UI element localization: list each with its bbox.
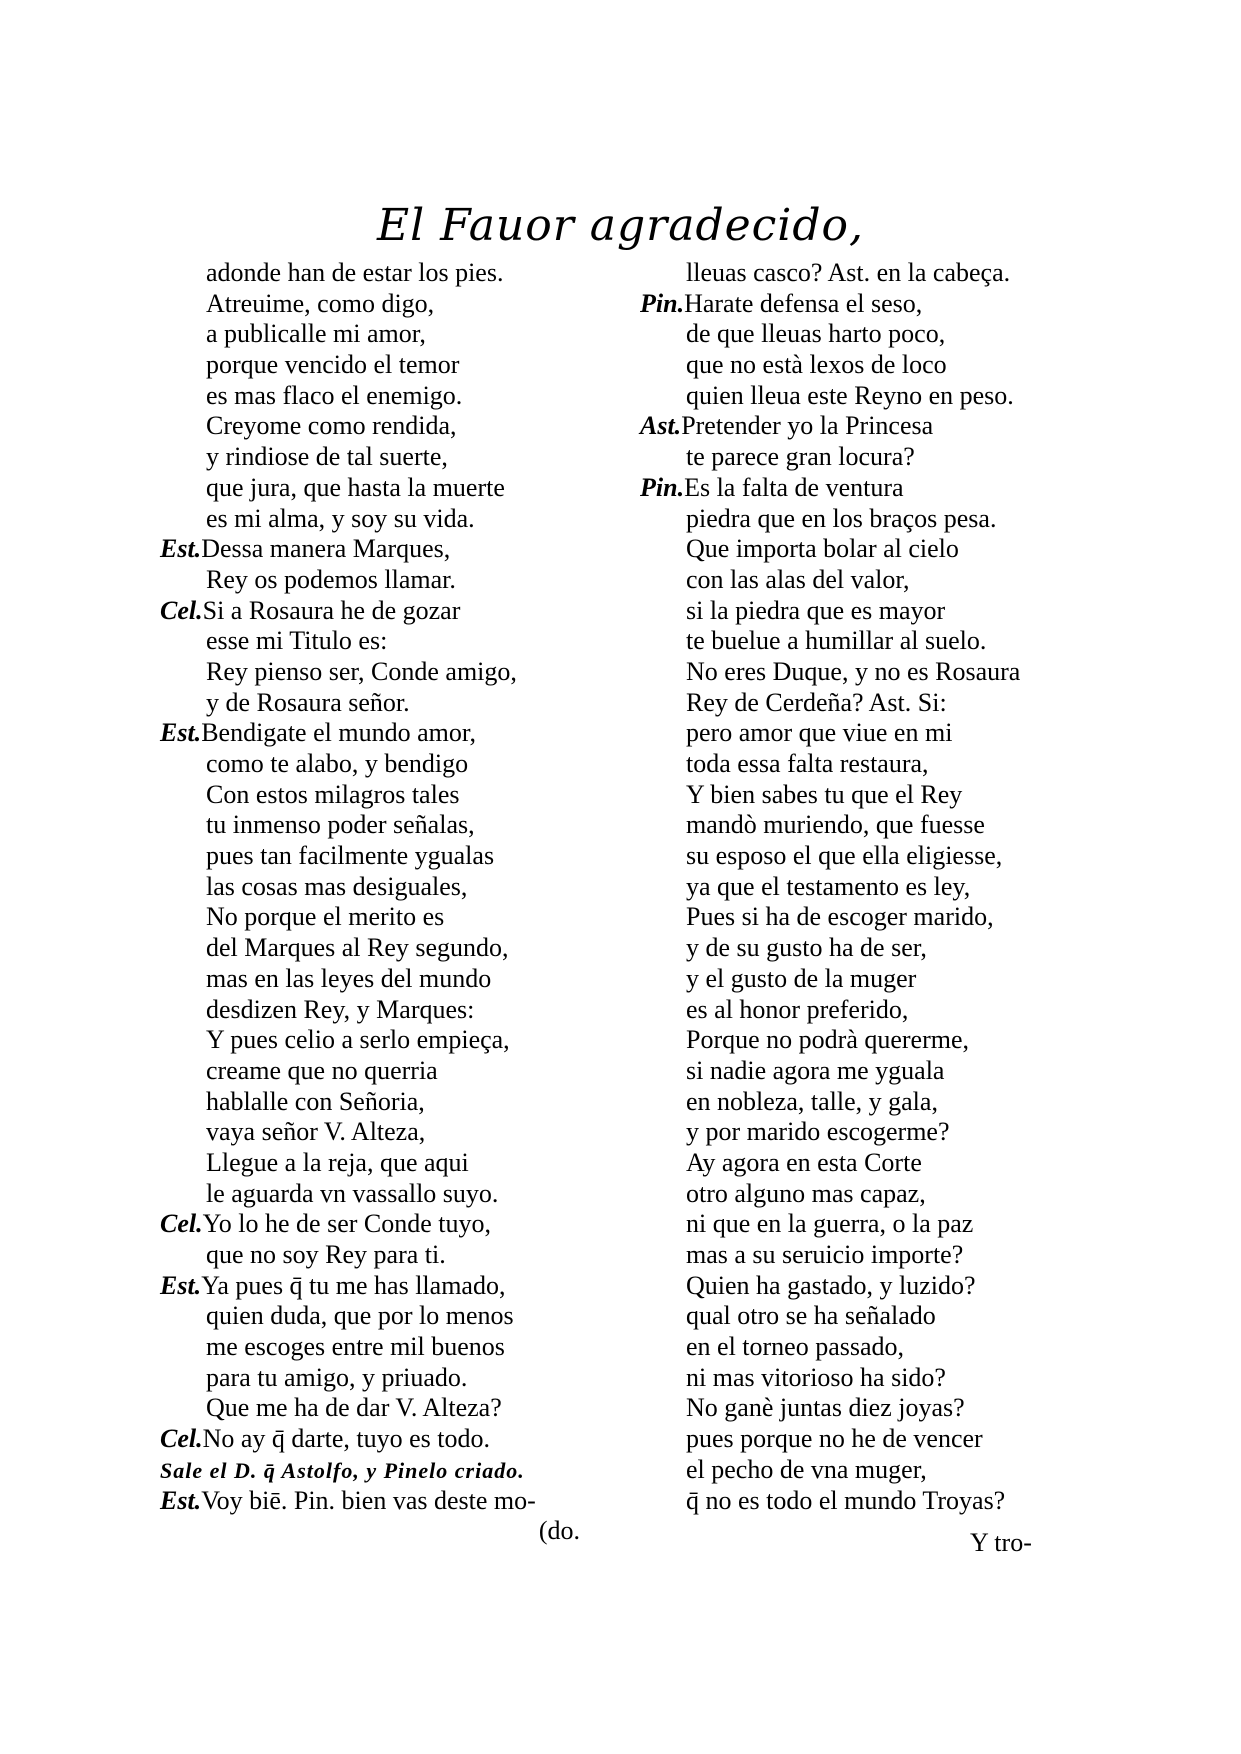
speaker-label: Est.: [160, 718, 202, 748]
verse-text: Si a Rosaura he de gozar: [202, 595, 461, 625]
verse-text: esse mi Titulo es:: [206, 626, 388, 656]
verse-line: [160, 626, 600, 657]
verse-line: [640, 381, 1070, 412]
verse-text: pues porque no he de vencer: [686, 1424, 983, 1454]
verse-line: [160, 381, 600, 412]
verse-line: [160, 718, 600, 749]
verse-text: Pues si ha de escoger marido,: [686, 902, 994, 932]
verse-text: desdizen Rey, y Marques:: [206, 994, 475, 1024]
verse-line: [160, 1301, 600, 1332]
verse-text: No ay q̄ darte, tuyo es todo.: [202, 1424, 490, 1454]
verse-line: [640, 626, 1070, 657]
verse-text: mandò muriendo, que fuesse: [686, 810, 985, 840]
verse-text: ya que el testamento es ley,: [686, 871, 971, 901]
verse-text: quien lleua este Reyno en peso.: [686, 380, 1014, 410]
verse-text: Rey pienso ser, Conde amigo,: [206, 656, 517, 686]
verse-text: y de Rosaura señor.: [206, 687, 410, 717]
verse-line: [640, 596, 1070, 627]
verse-line: [640, 473, 1070, 504]
verse-text: toda essa falta restaura,: [686, 749, 929, 778]
verse-line: [160, 1056, 600, 1087]
verse-text: en el torneo passado,: [686, 1332, 905, 1362]
verse-text: Y pues celio a serlo empieça,: [206, 1025, 510, 1055]
verse-text: Ya pues q̄ tu me has llamado,: [201, 1270, 506, 1300]
verse-text: Porque no podrà quererme,: [686, 1025, 970, 1055]
verse-line: [160, 1486, 600, 1517]
verse-text: Yo lo he de ser Conde tuyo,: [202, 1209, 492, 1239]
stage-direction: Sale el D. q̄ Astolfo, y Pinelo criado.: [160, 1457, 525, 1483]
verse-text: Voy biē. Pin. bien vas deste mo-: [201, 1485, 536, 1515]
verse-text: porque vencido el temor: [206, 350, 460, 380]
verse-line: [640, 933, 1070, 964]
speaker-label: Cel.: [160, 595, 203, 625]
verse-line: [160, 473, 600, 504]
verse-text: y de su gusto ha de ser,: [686, 933, 927, 963]
verse-line: [640, 350, 1070, 381]
verse-text: (do.: [538, 1516, 580, 1546]
verse-line: [640, 841, 1070, 872]
verse-text: Pretender yo la Princesa: [681, 411, 934, 441]
verse-text: Ay agora en esta Corte: [686, 1147, 922, 1177]
verse-text: adonde han de estar los pies.: [206, 258, 504, 287]
verse-line: [640, 1424, 1070, 1455]
verse-text: en nobleza, talle, y gala,: [686, 1086, 938, 1116]
verse-line: [160, 596, 600, 627]
verse-line: [160, 1363, 600, 1394]
verse-line: [160, 319, 600, 350]
verse-text: es al honor preferido,: [686, 994, 909, 1024]
verse-text: te buelue a humillar al suelo.: [686, 626, 987, 656]
verse-text: y por marido escogerme?: [686, 1117, 950, 1147]
verse-line: [160, 933, 600, 964]
verse-line: [160, 964, 600, 995]
verse-line: [640, 1056, 1070, 1087]
verse-line: [640, 902, 1070, 933]
verse-text: Llegue a la reja, que aqui: [206, 1147, 469, 1177]
verse-text: las cosas mas desiguales,: [206, 871, 468, 901]
verse-text: que no està lexos de loco: [686, 350, 947, 380]
verse-line: [160, 841, 600, 872]
verse-text: para tu amigo, y priuado.: [206, 1362, 468, 1392]
verse-line: [640, 1148, 1070, 1179]
verse-line: [640, 565, 1070, 596]
verse-text: si la piedra que es mayor: [686, 595, 946, 625]
verse-text: Dessa manera Marques,: [201, 534, 451, 564]
speaker-label: Cel.: [160, 1424, 203, 1454]
verse-text: Que importa bolar al cielo: [686, 534, 959, 564]
speaker-label: Ast.: [640, 411, 682, 441]
verse-line: [160, 1087, 600, 1118]
verse-text: le aguarda vn vassallo suyo.: [206, 1178, 499, 1208]
verse-text: pero amor que viue en mi: [686, 718, 953, 748]
verse-line: [640, 872, 1070, 903]
speaker-label: Est.: [160, 1485, 202, 1515]
verse-line: [640, 995, 1070, 1026]
verse-line: [160, 411, 600, 442]
verse-text: me escoges entre mil buenos: [206, 1332, 505, 1362]
verse-text: tu inmenso poder señalas,: [206, 810, 475, 840]
verse-line: [160, 1332, 600, 1363]
verse-text: Que me ha de dar V. Alteza?: [206, 1393, 502, 1423]
verse-line: [160, 1148, 600, 1179]
speaker-label: Pin.: [640, 288, 685, 318]
verse-text: Creyome como rendida,: [206, 411, 457, 441]
verse-text: su esposo el que ella eligiesse,: [686, 841, 1003, 871]
verse-text: a publicalle mi amor,: [206, 319, 426, 349]
verse-text: del Marques al Rey segundo,: [206, 933, 509, 963]
verse-line: [160, 258, 600, 289]
verse-line: [160, 780, 600, 811]
verse-line: [160, 565, 600, 596]
verse-line: [640, 1363, 1070, 1394]
speaker-label: Pin.: [640, 472, 685, 502]
verse-line: [160, 350, 600, 381]
verse-line: [640, 1301, 1070, 1332]
verse-text: de que lleuas harto poco,: [686, 319, 946, 349]
verse-text: piedra que en los braços pesa.: [686, 503, 997, 533]
verse-line: [160, 1455, 600, 1486]
verse-line: [640, 1271, 1070, 1302]
verse-line: [640, 749, 1070, 780]
verse-text: lleuas casco? Ast. en la cabeça.: [686, 258, 1011, 287]
verse-line: [640, 1087, 1070, 1118]
verse-text: Rey de Cerdeña? Ast. Si:: [686, 687, 947, 717]
verse-text: es mas flaco el enemigo.: [206, 380, 463, 410]
verse-line: [160, 1424, 600, 1455]
left-column: [160, 258, 600, 1547]
verse-line: [640, 780, 1070, 811]
verse-line: [640, 534, 1070, 565]
verse-line: [640, 1025, 1070, 1056]
verse-line: [640, 1179, 1070, 1210]
verse-text: Es la falta de ventura: [684, 472, 904, 502]
verse-text: Con estos milagros tales: [206, 779, 460, 809]
verse-text: que no soy Rey para ti.: [206, 1240, 446, 1269]
verse-line: [160, 872, 600, 903]
verse-line: [640, 319, 1070, 350]
verse-text: vaya señor V. Alteza,: [206, 1117, 426, 1147]
verse-text: Bendigate el mundo amor,: [201, 718, 476, 748]
verse-text: y rindiose de tal suerte,: [206, 442, 448, 472]
verse-line: [640, 1209, 1070, 1240]
verse-line: [640, 1455, 1070, 1486]
verse-text: el pecho de vna muger,: [686, 1454, 927, 1484]
verse-line: [640, 1332, 1070, 1363]
verse-text: No porque el merito es: [206, 902, 445, 932]
verse-text: Y bien sabes tu que el Rey: [686, 779, 963, 809]
verse-text: Rey os podemos llamar.: [206, 564, 456, 594]
verse-line: [160, 657, 600, 688]
verse-text: si nadie agora me yguala: [686, 1055, 945, 1085]
verse-text: No eres Duque, y no es Rosaura: [686, 656, 1021, 686]
verse-line: [160, 1271, 600, 1302]
verse-text: te parece gran locura?: [686, 442, 915, 472]
verse-line: [160, 902, 600, 933]
verse-line: [160, 749, 600, 780]
verse-line: [160, 534, 600, 565]
verse-line: [640, 1117, 1070, 1148]
verse-line: [160, 1179, 600, 1210]
verse-line: [640, 657, 1070, 688]
verse-line: [640, 1486, 1070, 1517]
verse-text: como te alabo, y bendigo: [206, 749, 469, 778]
verse-text: con las alas del valor,: [686, 564, 910, 594]
verse-line: [640, 411, 1070, 442]
verse-line: [160, 995, 600, 1026]
verse-line: [640, 289, 1070, 320]
verse-line: [160, 1240, 600, 1271]
verse-line: [160, 688, 600, 719]
verse-text: mas en las leyes del mundo: [206, 963, 492, 993]
verse-line: [160, 504, 600, 535]
verse-text: No ganè juntas diez joyas?: [686, 1393, 965, 1423]
verse-text: y el gusto de la muger: [686, 963, 917, 993]
speaker-label: Est.: [160, 1270, 202, 1300]
verse-line: [640, 442, 1070, 473]
verse-text: hablalle con Señoria,: [206, 1086, 425, 1116]
speaker-label: Est.: [160, 534, 202, 564]
verse-line: [160, 1516, 600, 1547]
verse-text: pues tan facilmente ygualas: [206, 841, 495, 871]
verse-text: otro alguno mas capaz,: [686, 1178, 926, 1208]
verse-line: [640, 1393, 1070, 1424]
verse-text: Harate defensa el seso,: [684, 288, 923, 318]
verse-line: [640, 810, 1070, 841]
verse-line: [160, 442, 600, 473]
verse-text: q̄ no es todo el mundo Troyas?: [686, 1485, 1006, 1515]
speaker-label: Cel.: [160, 1209, 203, 1239]
verse-text: mas a su seruicio importe?: [686, 1240, 964, 1269]
verse-line: [640, 1240, 1070, 1271]
verse-line: [640, 688, 1070, 719]
right-column: [640, 258, 1070, 1516]
verse-text: qual otro se ha señalado: [686, 1301, 936, 1331]
verse-line: [160, 1393, 600, 1424]
verse-line: [640, 258, 1070, 289]
verse-text: Atreuime, como digo,: [206, 288, 435, 318]
verse-line: [160, 1117, 600, 1148]
verse-line: [160, 810, 600, 841]
verse-text: ni que en la guerra, o la paz: [686, 1209, 974, 1239]
verse-line: [160, 1025, 600, 1056]
verse-text: creame que no querria: [206, 1055, 438, 1085]
page-title: El Fauor agradecido,: [376, 200, 865, 251]
verse-line: [160, 1209, 600, 1240]
verse-text: quien duda, que por lo menos: [206, 1301, 514, 1331]
verse-text: que jura, que hasta la muerte: [206, 472, 505, 502]
verse-text: es mi alma, y soy su vida.: [206, 503, 475, 533]
verse-line: [640, 504, 1070, 535]
verse-text: ni mas vitorioso ha sido?: [686, 1362, 946, 1392]
verse-text: Quien ha gastado, y luzido?: [686, 1270, 976, 1300]
verse-line: [160, 289, 600, 320]
catchword: Y tro-: [970, 1528, 1032, 1557]
verse-line: [640, 718, 1070, 749]
verse-line: [640, 964, 1070, 995]
